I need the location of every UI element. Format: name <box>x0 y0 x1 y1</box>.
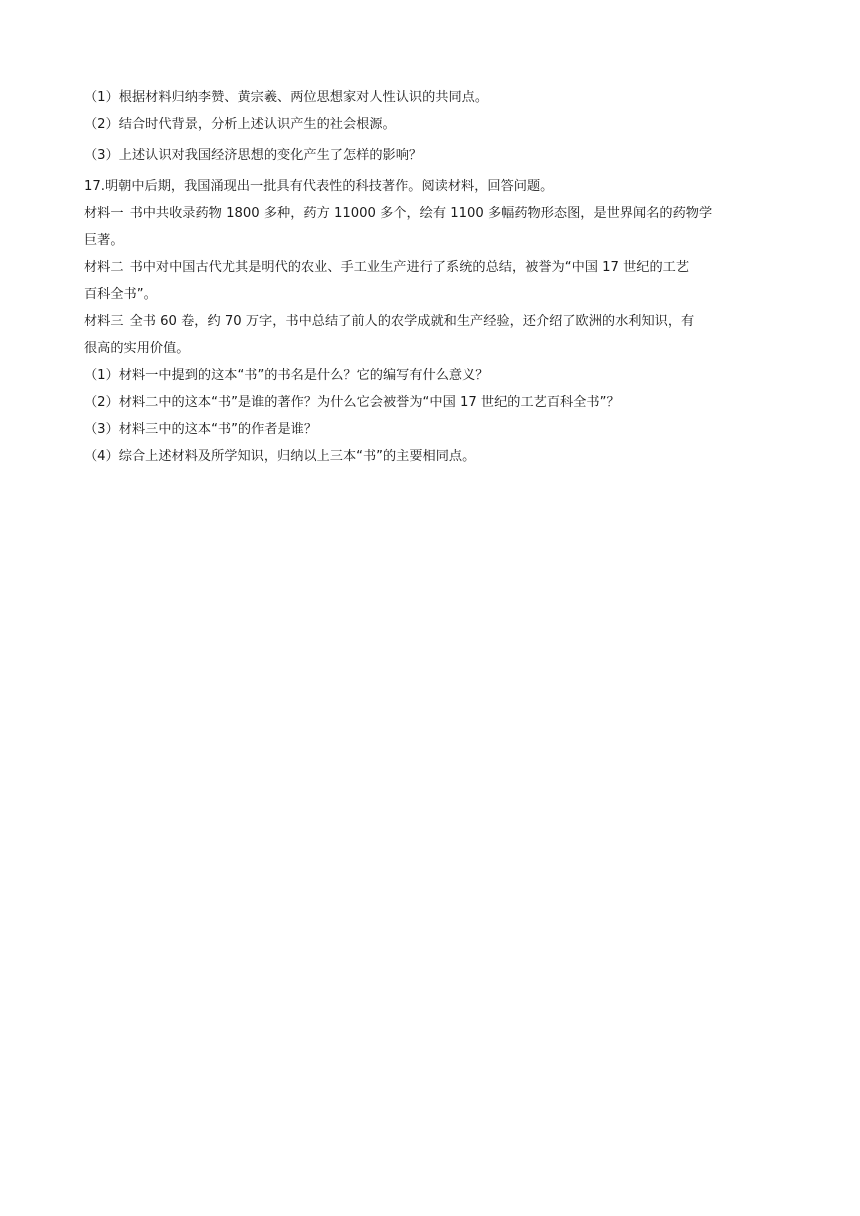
material-3-text-line-1: 全书 60 卷，约 70 万字，书中总结了前人的农学成就和生产经验，还介绍了欧洲的水利知识，有 <box>129 314 695 329</box>
question-17-sub-1: （1）材料一中提到的这本“书”的书名是什么？它的编写有什么意义？ <box>84 368 489 383</box>
material-2 <box>84 254 776 308</box>
prior-question-1: （1）根据材料归纳李赞、黄宗羲、两位思想家对人性认识的共同点。 <box>84 90 489 105</box>
material-2-text-line-1: 书中对中国古代尤其是明代的农业、手工业生产进行了系统的总结，被誉为“中国 17 世纪的工艺 <box>129 260 690 275</box>
material-2-label: 材料二 <box>84 260 124 275</box>
question-17-stem: 17.明朝中后期，我国涌现出一批具有代表性的科技著作。阅读材料，回答问题。 <box>84 179 554 194</box>
question-17-sub-4: （4）综合上述材料及所学知识，归纳以上三本“书”的主要相同点。 <box>84 449 476 464</box>
question-17-sub-3: （3）材料三中的这本“书”的作者是谁？ <box>84 422 318 437</box>
material-1-text-line-1: 书中共收录药物 1800 多种，药方 11000 多个，绘有 1100 多幅药物形态图，是世界闻名的药物学 <box>129 206 713 221</box>
document-content <box>84 84 776 470</box>
material-2-text-line-2: 百科全书”。 <box>84 287 157 302</box>
question-17-sub-2: （2）材料二中的这本“书”是谁的著作？为什么它会被誉为“中国 17 世纪的工艺百科全书”？ <box>84 395 620 410</box>
material-3-text-line-2: 很高的实用价值。 <box>84 341 190 356</box>
material-1-text-line-2: 巨著。 <box>84 233 124 248</box>
material-1 <box>84 200 776 254</box>
material-3 <box>84 308 776 362</box>
material-1-label: 材料一 <box>84 206 124 221</box>
material-3-label: 材料三 <box>84 314 124 329</box>
prior-question-2: （2）结合时代背景，分析上述认识产生的社会根源。 <box>84 117 396 132</box>
prior-question-3: （3）上述认识对我国经济思想的变化产生了怎样的影响？ <box>84 148 423 163</box>
